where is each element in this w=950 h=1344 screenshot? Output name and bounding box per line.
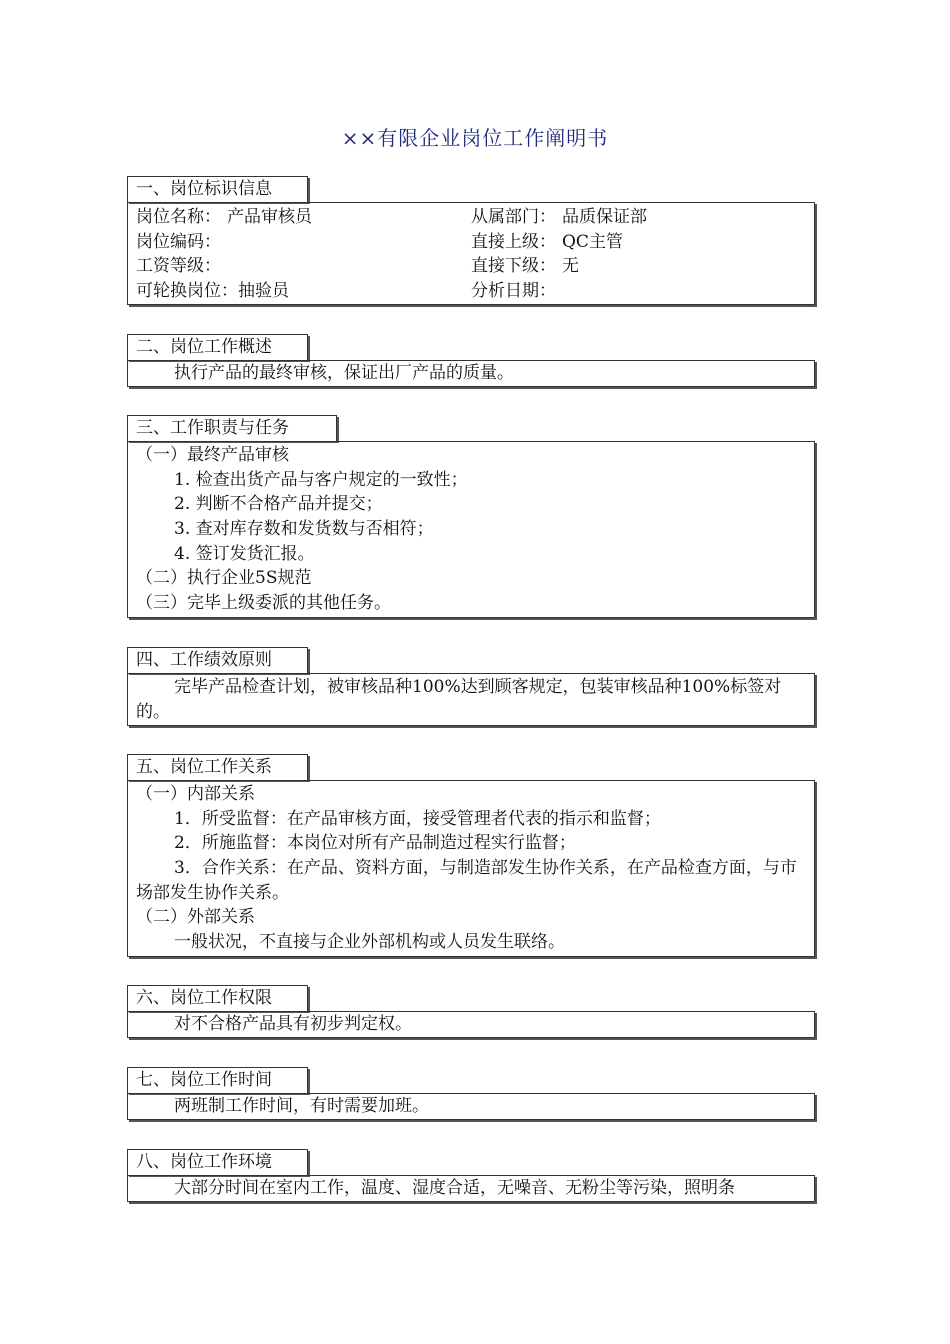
section-4-heading: 四、工作绩效原则 (127, 647, 308, 673)
rotatable-position-field: 可轮换岗位：抽验员 (136, 281, 289, 302)
relation-item: 一般状况，不直接与企业外部机构或人员发生联络。 (174, 932, 565, 953)
section-3-box (127, 441, 815, 618)
position-code-field: 岗位编码： (136, 231, 221, 252)
analysis-date-field: 分析日期： (471, 281, 556, 302)
duty-item: （一）最终产品审核 (136, 445, 289, 465)
section-2-box (127, 360, 815, 387)
direct-superior-field: 直接上级： QC主管 (471, 231, 623, 252)
relation-item: 1．所受监督：在产品审核方面，接受管理者代表的指示和监督； (174, 808, 661, 829)
duty-item: 3. 查对库存数和发货数与否相符； (174, 519, 434, 540)
section-4-box (127, 673, 815, 726)
salary-grade-field: 工资等级： (136, 256, 221, 277)
relation-item: 2．所施监督：本岗位对所有产品制造过程实行监督； (174, 833, 576, 854)
section-6-box (127, 1011, 815, 1038)
authority-text: 对不合格产品具有初步判定权。 (174, 1014, 412, 1034)
document-title: ××有限企业岗位工作阐明书 (341, 126, 609, 150)
duty-item: 4. 签订发货汇报。 (174, 543, 315, 564)
work-environment-text: 大部分时间在室内工作，温度、湿度合适，无噪音、无粉尘等污染，照明条 (174, 1178, 735, 1198)
duty-item: 1. 检查出货产品与客户规定的一致性； (174, 469, 468, 490)
section-1-box (127, 202, 815, 305)
job-summary-text: 执行产品的最终审核，保证出厂产品的质量。 (174, 363, 514, 383)
relation-heading-external: （二）外部关系 (136, 907, 255, 928)
section-8-box (127, 1175, 815, 1202)
relation-heading-internal: （一）内部关系 (136, 784, 255, 804)
section-1-heading: 一、岗位标识信息 (127, 176, 308, 202)
duty-item: （三）完毕上级委派的其他任务。 (136, 593, 391, 614)
section-5-heading: 五、岗位工作关系 (127, 754, 308, 780)
section-3-heading: 三、工作职责与任务 (127, 415, 337, 441)
section-8-heading: 八、岗位工作环境 (127, 1149, 308, 1175)
section-7-box (127, 1093, 815, 1120)
section-2-heading: 二、岗位工作概述 (127, 334, 308, 360)
duty-item: （二）执行企业5S规范 (136, 568, 312, 589)
section-7-heading: 七、岗位工作时间 (127, 1067, 308, 1093)
position-name-field: 岗位名称： 产品审核员 (136, 207, 312, 227)
section-6-heading: 六、岗位工作权限 (127, 985, 308, 1011)
relation-item: 3．合作关系：在产品、资料方面，与制造部发生协作关系，在产品检查方面，与市场部发生协作关系。 (136, 858, 797, 903)
department-field: 从属部门： 品质保证部 (471, 207, 647, 227)
performance-standard-text: 完毕产品检查计划，被审核品种100%达到顾客规定，包装审核品种100%标签对的。 (136, 677, 782, 722)
duty-item: 2. 判断不合格产品并提交； (174, 494, 383, 515)
direct-subordinate-field: 直接下级： 无 (471, 256, 579, 277)
section-5-box (127, 780, 815, 957)
work-hours-text: 两班制工作时间，有时需要加班。 (174, 1096, 429, 1116)
position-info-grid (136, 205, 806, 304)
